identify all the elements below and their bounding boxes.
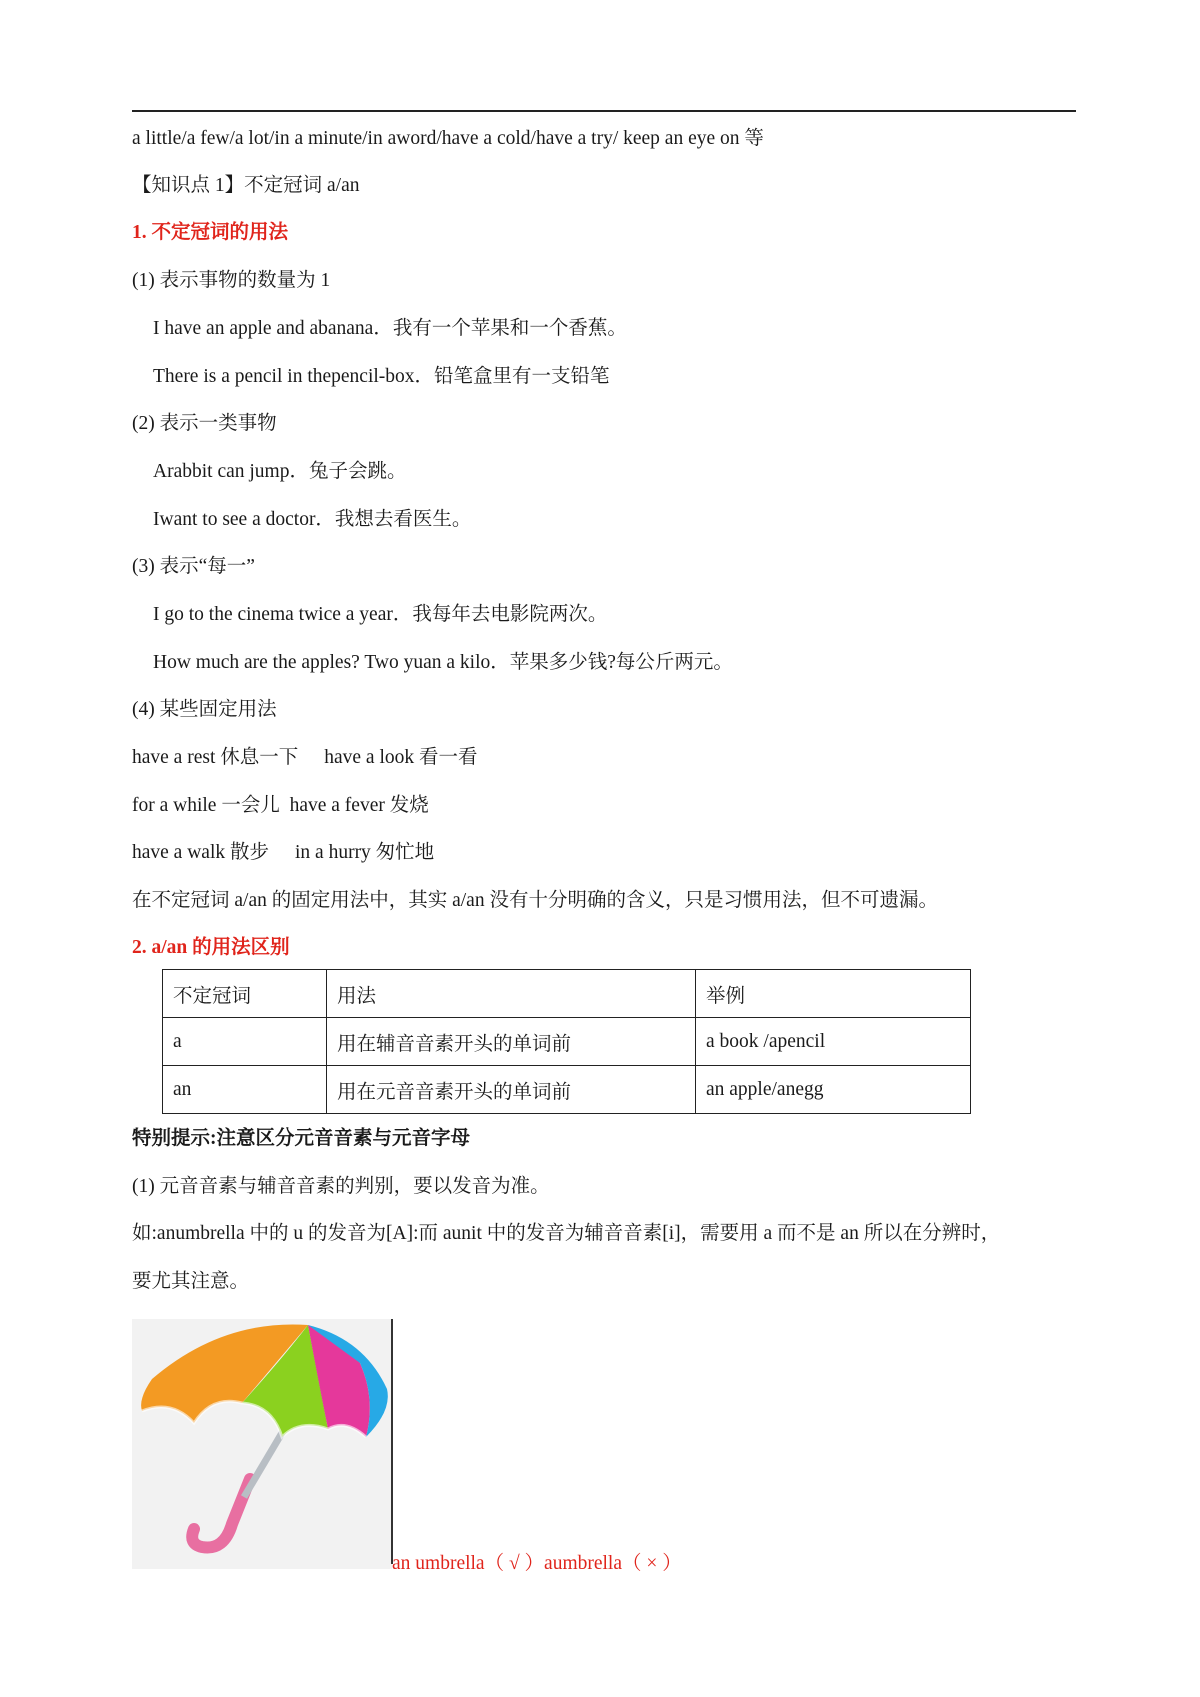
section1-note: 在不定冠词 a/an 的固定用法中，其实 a/an 没有十分明确的含义，只是习惯用法，但不可遗漏。 xyxy=(132,890,938,911)
usage-3-example-1: I go to the cinema twice a year．我每年去电影院两次。 xyxy=(153,604,608,625)
usage-1-label: (1) 表示事物的数量为 1 xyxy=(132,270,331,291)
usage-1-example-2: There is a pencil in thepencil-box．铅笔盒里有一支铅笔 xyxy=(153,366,610,387)
phrase: have a walk 散步 xyxy=(132,842,269,863)
table-cell: a xyxy=(163,1018,327,1066)
usage-3-label: (3) 表示“每一” xyxy=(132,556,255,577)
usage-2-label: (2) 表示一类事物 xyxy=(132,413,277,434)
table-row xyxy=(163,1018,971,1066)
table-cell: 用在辅音音素开头的单词前 xyxy=(327,1018,696,1066)
tip-heading: 特别提示:注意区分元音音素与元音字母 xyxy=(132,1128,470,1149)
table-row xyxy=(163,1066,971,1114)
article-usage-table xyxy=(162,969,971,1114)
table-cell: 用在元音音素开头的单词前 xyxy=(327,1066,696,1114)
table-header-row xyxy=(163,970,971,1018)
image-divider xyxy=(391,1319,393,1564)
section1-heading: 1. 不定冠词的用法 xyxy=(132,222,289,243)
phrase: have a fever 发烧 xyxy=(289,795,429,816)
usage-3-example-2: How much are the apples? Two yuan a kilo．苹果多少钱?每公斤两元。 xyxy=(153,652,733,673)
tip-example-line-2: 要尤其注意。 xyxy=(132,1271,250,1292)
usage-4-label: (4) 某些固定用法 xyxy=(132,699,277,720)
umbrella-illustration xyxy=(132,1319,392,1569)
usage-2-example-2: Iwant to see a doctor．我想去看医生。 xyxy=(153,509,472,530)
phrase: for a while 一会儿 xyxy=(132,795,280,816)
table-header-cell: 举例 xyxy=(696,970,971,1018)
phrase-row-1 xyxy=(132,744,478,772)
phrase: have a look 看一看 xyxy=(324,747,478,768)
usage-2-example-1: Arabbit can jump．兔子会跳。 xyxy=(153,461,407,482)
table-header-cell: 用法 xyxy=(327,970,696,1018)
umbrella-caption: an umbrella（ √ ）aumbrella（ × ） xyxy=(392,1553,682,1574)
phrase: in a hurry 匆忙地 xyxy=(295,842,435,863)
intro-line: a little/a few/a lot/in a minute/in aword/have a cold/have a try/ keep an eye on 等 xyxy=(132,128,764,149)
phrase-row-3 xyxy=(132,839,434,867)
header-rule xyxy=(132,110,1076,112)
usage-1-example-1: I have an apple and abanana．我有一个苹果和一个香蕉。 xyxy=(153,318,627,339)
section2-heading: 2. a/an 的用法区别 xyxy=(132,937,290,958)
phrase-row-2 xyxy=(132,792,429,820)
table-header-cell: 不定冠词 xyxy=(163,970,327,1018)
phrase: have a rest 休息一下 xyxy=(132,747,299,768)
tip-point-1: (1) 元音音素与辅音音素的判别，要以发音为准。 xyxy=(132,1176,550,1197)
table-cell: a book /apencil xyxy=(696,1018,971,1066)
table-cell: an xyxy=(163,1066,327,1114)
table-cell: an apple/anegg xyxy=(696,1066,971,1114)
knowledge-point-title: 【知识点 1】不定冠词 a/an xyxy=(132,175,360,196)
tip-example-line-1: 如:anumbrella 中的 u 的发音为[A]:而 aunit 中的发音为辅音音素[i]，需要用 a 而不是 an 所以在分辨时， xyxy=(132,1223,1001,1244)
